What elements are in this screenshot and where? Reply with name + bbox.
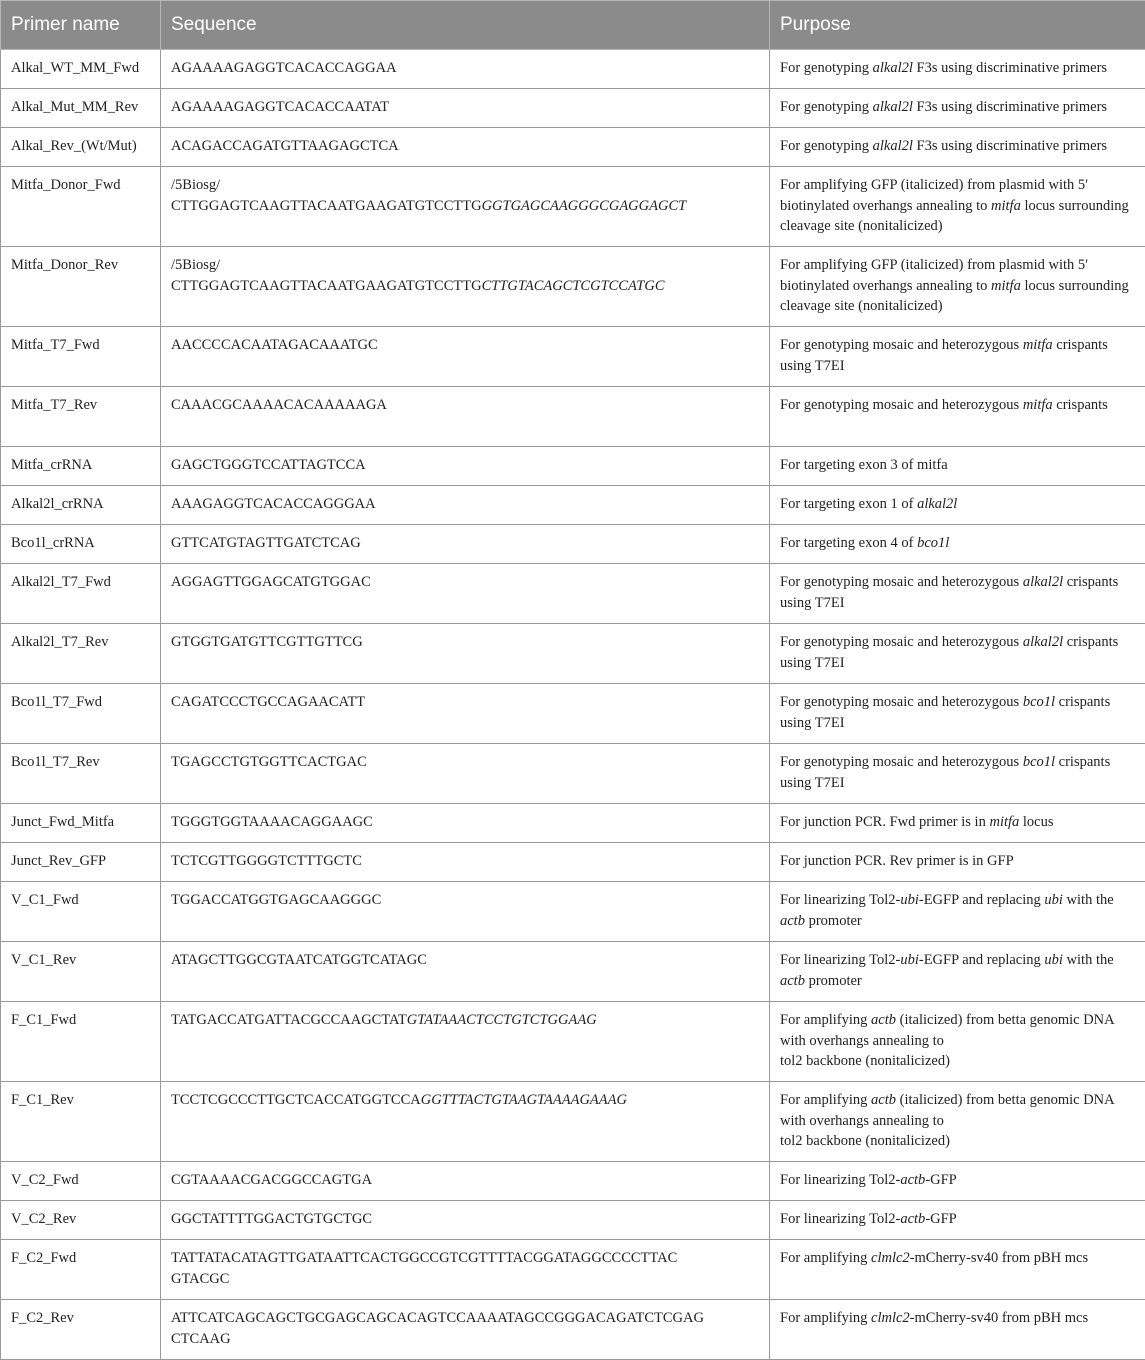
text-run: AACCCCACAATAGACAAATGC: [171, 337, 378, 353]
text-run: /5Biosg/: [171, 257, 220, 273]
text-run: CTCAAG: [171, 1331, 231, 1347]
table-row: [1, 684, 1145, 744]
sequence-cell: [161, 804, 770, 843]
italic-text: alkal2l: [873, 99, 913, 115]
sequence-cell: [161, 1201, 770, 1240]
text-run: For genotyping mosaic and heterozygous: [780, 574, 1023, 590]
sequence-cell: [161, 942, 770, 1002]
sequence-cell: [161, 525, 770, 564]
text-run: TCCTCGCCCTTGCTCACCATGGTCCA: [171, 1092, 421, 1108]
table-row: [1, 1201, 1145, 1240]
primer-name-cell: F_C2_Rev: [1, 1300, 161, 1360]
table-header: [1, 1, 1145, 50]
text-run: TGGGTGGTAAAACAGGAAGC: [171, 814, 373, 830]
text-run: crispants using T7EI: [780, 574, 1118, 611]
text-run: For amplifying: [780, 1092, 871, 1108]
italic-text: bco1l: [1023, 694, 1055, 710]
primer-name-cell: Alkal_Mut_MM_Rev: [1, 89, 161, 128]
table-row: [1, 89, 1145, 128]
text-run: TCTCGTTGGGGTCTTTGCTC: [171, 853, 362, 869]
sequence-cell: [161, 744, 770, 804]
text-run: For genotyping mosaic and heterozygous: [780, 337, 1023, 353]
primer-name-cell: Alkal2l_T7_Fwd: [1, 564, 161, 624]
table-row: [1, 50, 1145, 89]
italic-text: alkal2l: [873, 60, 913, 76]
italic-text: ubi: [900, 952, 919, 968]
table-row: [1, 1002, 1145, 1082]
purpose-cell: [770, 804, 1145, 843]
text-run: For genotyping mosaic and heterozygous: [780, 634, 1023, 650]
text-run: -mCherry-sv40 from pBH mcs: [910, 1250, 1088, 1266]
italic-text: mitfa: [991, 278, 1021, 294]
primer-name-cell: F_C1_Fwd: [1, 1002, 161, 1082]
sequence-cell: [161, 564, 770, 624]
italic-text: ubi: [1044, 892, 1063, 908]
purpose-cell: [770, 684, 1145, 744]
text-run: crispants using T7EI: [780, 754, 1110, 791]
table-row: [1, 327, 1145, 387]
sequence-cell: [161, 1240, 770, 1300]
sequence-cell: [161, 684, 770, 744]
text-run: For genotyping mosaic and heterozygous: [780, 397, 1023, 413]
purpose-cell: [770, 1082, 1145, 1162]
text-run: For junction PCR. Fwd primer is in: [780, 814, 989, 830]
purpose-cell: [770, 486, 1145, 525]
italic-text: alkal2l: [1023, 574, 1063, 590]
sequence-cell: [161, 1082, 770, 1162]
sequence-cell: [161, 882, 770, 942]
text-run: ATTCATCAGCAGCTGCGAGCAGCACAGTCCAAAATAGCCGGGACAGATCTCGAG: [171, 1310, 704, 1326]
text-run: GAGCTGGGTCCATTAGTCCA: [171, 457, 366, 473]
text-run: (italicized) from betta genomic DNA with overhangs annealing to: [780, 1092, 1114, 1129]
italic-text: clmlc2: [871, 1310, 910, 1326]
primer-name-cell: V_C2_Rev: [1, 1201, 161, 1240]
italic-text: alkal2l: [917, 496, 957, 512]
purpose-cell: [770, 167, 1145, 247]
italic-text: mitfa: [989, 814, 1019, 830]
table-row: [1, 942, 1145, 1002]
text-run: CGTAAAACGACGGCCAGTGA: [171, 1172, 372, 1188]
text-run: GTACGC: [171, 1271, 229, 1287]
text-run: crispants: [1053, 397, 1108, 413]
text-run: GGCTATTTTGGACTGTGCTGC: [171, 1211, 372, 1227]
text-run: tol2 backbone (nonitalicized): [780, 1053, 950, 1069]
primer-name-cell: F_C2_Fwd: [1, 1240, 161, 1300]
italic-text: bco1l: [917, 535, 949, 551]
text-run: with the: [1063, 952, 1114, 968]
text-run: locus surrounding cleavage site (nonitalicized): [780, 198, 1129, 235]
text-run: GTGGTGATGTTCGTTGTTCG: [171, 634, 363, 650]
text-run: crispants using T7EI: [780, 634, 1118, 671]
table-row: [1, 624, 1145, 684]
italic-text: ubi: [900, 892, 919, 908]
text-run: TGAGCCTGTGGTTCACTGAC: [171, 754, 367, 770]
sequence-cell: [161, 167, 770, 247]
primer-name-cell: Bco1l_T7_Fwd: [1, 684, 161, 744]
text-run: -mCherry-sv40 from pBH mcs: [910, 1310, 1088, 1326]
primer-name-cell: Alkal_WT_MM_Fwd: [1, 50, 161, 89]
text-run: For targeting exon 1 of: [780, 496, 917, 512]
primer-name-cell: Bco1l_crRNA: [1, 525, 161, 564]
text-run: For linearizing Tol2-: [780, 892, 900, 908]
text-run: For linearizing Tol2-: [780, 1172, 900, 1188]
text-run: TATGACCATGATTACGCCAAGCTAT: [171, 1012, 407, 1028]
primer-name-cell: Junct_Fwd_Mitfa: [1, 804, 161, 843]
table-row: [1, 564, 1145, 624]
primer-name-cell: Alkal2l_crRNA: [1, 486, 161, 525]
table-row: [1, 167, 1145, 247]
text-run: GTTCATGTAGTTGATCTCAG: [171, 535, 361, 551]
text-run: For amplifying GFP (italicized) from plasmid with 5′ biotinylated overhangs annealing to: [780, 257, 1088, 294]
text-run: -EGFP and replacing: [919, 892, 1045, 908]
text-run: CAGATCCCTGCCAGAACATT: [171, 694, 365, 710]
table-row: [1, 128, 1145, 167]
table-row: [1, 843, 1145, 882]
text-run: For genotyping mosaic and heterozygous: [780, 754, 1023, 770]
purpose-cell: [770, 882, 1145, 942]
text-run: (italicized) from betta genomic DNA with overhangs annealing to: [780, 1012, 1114, 1049]
text-run: tol2 backbone (nonitalicized): [780, 1133, 950, 1149]
text-run: For junction PCR. Rev primer is in GFP: [780, 853, 1014, 869]
text-run: AAAGAGGTCACACCAGGGAA: [171, 496, 376, 512]
purpose-cell: [770, 942, 1145, 1002]
purpose-cell: [770, 624, 1145, 684]
italic-text: mitfa: [991, 198, 1021, 214]
sequence-cell: [161, 247, 770, 327]
text-run: For linearizing Tol2-: [780, 1211, 900, 1227]
primer-name-cell: Mitfa_T7_Rev: [1, 387, 161, 447]
text-run: For amplifying: [780, 1012, 871, 1028]
text-run: ACAGACCAGATGTTAAGAGCTCA: [171, 138, 399, 154]
text-run: For targeting exon 3 of mitfa: [780, 457, 948, 473]
primer-name-cell: V_C1_Fwd: [1, 882, 161, 942]
purpose-cell: [770, 1162, 1145, 1201]
italic-text: clmlc2: [871, 1250, 910, 1266]
table-row: [1, 1162, 1145, 1201]
primer-name-cell: Mitfa_Donor_Rev: [1, 247, 161, 327]
italic-text: GGTTTACTGTAAGTAAAAGAAAG: [421, 1092, 627, 1108]
text-run: crispants using T7EI: [780, 337, 1108, 374]
text-run: For targeting exon 4 of: [780, 535, 917, 551]
purpose-cell: [770, 128, 1145, 167]
sequence-cell: [161, 486, 770, 525]
text-run: F3s using discriminative primers: [913, 60, 1107, 76]
primer-name-cell: Junct_Rev_GFP: [1, 843, 161, 882]
italic-text: mitfa: [1023, 337, 1053, 353]
text-run: For genotyping: [780, 60, 873, 76]
text-run: locus: [1019, 814, 1053, 830]
text-run: For genotyping mosaic and heterozygous: [780, 694, 1023, 710]
table-body: [1, 50, 1145, 1360]
italic-text: CTTGTACAGCTCGTCCATGC: [482, 278, 665, 294]
sequence-cell: [161, 327, 770, 387]
primer-name-cell: Bco1l_T7_Rev: [1, 744, 161, 804]
sequence-cell: [161, 1002, 770, 1082]
text-run: AGGAGTTGGAGCATGTGGAC: [171, 574, 371, 590]
italic-text: actb: [871, 1092, 896, 1108]
table-row: [1, 387, 1145, 447]
italic-text: bco1l: [1023, 754, 1055, 770]
header-sequence: Sequence: [161, 1, 770, 50]
text-run: AGAAAAGAGGTCACACCAATAT: [171, 99, 389, 115]
table-row: [1, 804, 1145, 843]
table-row: [1, 247, 1145, 327]
text-run: CTTGGAGTCAAGTTACAATGAAGATGTCCTTG: [171, 198, 482, 214]
text-run: with the: [1063, 892, 1114, 908]
italic-text: alkal2l: [873, 138, 913, 154]
sequence-cell: [161, 387, 770, 447]
purpose-cell: [770, 1300, 1145, 1360]
text-run: CTTGGAGTCAAGTTACAATGAAGATGTCCTTG: [171, 278, 482, 294]
purpose-cell: [770, 1240, 1145, 1300]
purpose-cell: [770, 843, 1145, 882]
italic-text: actb: [780, 913, 805, 929]
table-row: [1, 744, 1145, 804]
purpose-cell: [770, 564, 1145, 624]
text-run: TATTATACATAGTTGATAATTCACTGGCCGTCGTTTTACGGATAGGCCCCTTAC: [171, 1250, 677, 1266]
sequence-cell: [161, 843, 770, 882]
purpose-cell: [770, 1201, 1145, 1240]
sequence-cell: [161, 1300, 770, 1360]
text-run: For amplifying: [780, 1250, 871, 1266]
primer-name-cell: F_C1_Rev: [1, 1082, 161, 1162]
primer-name-cell: Alkal_Rev_(Wt/Mut): [1, 128, 161, 167]
text-run: CAAACGCAAAACACAAAAAGA: [171, 397, 387, 413]
primer-name-cell: Mitfa_T7_Fwd: [1, 327, 161, 387]
purpose-cell: [770, 744, 1145, 804]
text-run: For amplifying GFP (italicized) from plasmid with 5′ biotinylated overhangs annealing to: [780, 177, 1088, 214]
text-run: For genotyping: [780, 99, 873, 115]
purpose-cell: [770, 1002, 1145, 1082]
italic-text: GGTGAGCAAGGGCGAGGAGCT: [482, 198, 687, 214]
table-row: [1, 882, 1145, 942]
table-row: [1, 447, 1145, 486]
text-run: F3s using discriminative primers: [913, 99, 1107, 115]
text-run: promoter: [805, 973, 862, 989]
purpose-cell: [770, 327, 1145, 387]
text-run: For linearizing Tol2-: [780, 952, 900, 968]
text-run: crispants using T7EI: [780, 694, 1110, 731]
text-run: -GFP: [925, 1211, 956, 1227]
purpose-cell: [770, 89, 1145, 128]
sequence-cell: [161, 50, 770, 89]
sequence-cell: [161, 89, 770, 128]
header-primer-name: Primer name: [1, 1, 161, 50]
sequence-cell: [161, 128, 770, 167]
table-row: [1, 1082, 1145, 1162]
text-run: AGAAAAGAGGTCACACCAGGAA: [171, 60, 397, 76]
table-row: [1, 486, 1145, 525]
table-row: [1, 525, 1145, 564]
primer-name-cell: Alkal2l_T7_Rev: [1, 624, 161, 684]
text-run: /5Biosg/: [171, 177, 220, 193]
text-run: promoter: [805, 913, 862, 929]
italic-text: actb: [900, 1172, 925, 1188]
purpose-cell: [770, 50, 1145, 89]
header-purpose: Purpose: [770, 1, 1145, 50]
sequence-cell: [161, 624, 770, 684]
text-run: TGGACCATGGTGAGCAAGGGC: [171, 892, 381, 908]
italic-text: mitfa: [1023, 397, 1053, 413]
italic-text: actb: [900, 1211, 925, 1227]
text-run: For genotyping: [780, 138, 873, 154]
table-row: [1, 1300, 1145, 1360]
table-row: [1, 1240, 1145, 1300]
italic-text: ubi: [1044, 952, 1063, 968]
italic-text: actb: [780, 973, 805, 989]
italic-text: actb: [871, 1012, 896, 1028]
text-run: F3s using discriminative primers: [913, 138, 1107, 154]
sequence-cell: [161, 1162, 770, 1201]
purpose-cell: [770, 247, 1145, 327]
primer-name-cell: V_C2_Fwd: [1, 1162, 161, 1201]
text-run: -GFP: [925, 1172, 956, 1188]
sequence-cell: [161, 447, 770, 486]
purpose-cell: [770, 525, 1145, 564]
primer-name-cell: Mitfa_Donor_Fwd: [1, 167, 161, 247]
italic-text: GTATAAACTCCTGTCTGGAAG: [407, 1012, 597, 1028]
purpose-cell: [770, 387, 1145, 447]
italic-text: alkal2l: [1023, 634, 1063, 650]
text-run: locus surrounding cleavage site (nonitalicized): [780, 278, 1129, 315]
purpose-cell: [770, 447, 1145, 486]
header-row: [1, 1, 1145, 50]
text-run: -EGFP and replacing: [919, 952, 1045, 968]
text-run: For amplifying: [780, 1310, 871, 1326]
primer-name-cell: Mitfa_crRNA: [1, 447, 161, 486]
text-run: ATAGCTTGGCGTAATCATGGTCATAGC: [171, 952, 427, 968]
primer-name-cell: V_C1_Rev: [1, 942, 161, 1002]
